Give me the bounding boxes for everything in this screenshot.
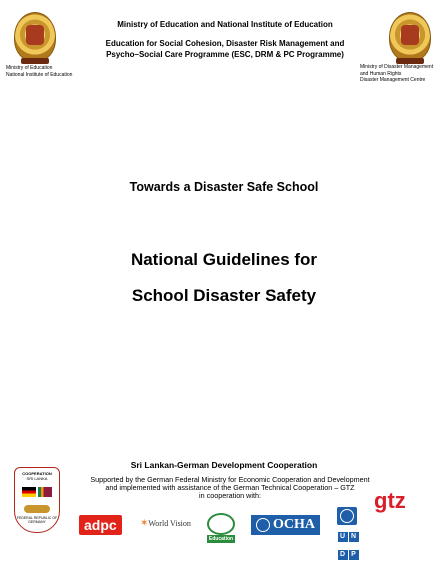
education-ring-icon: [207, 513, 235, 535]
support-line-2: and implemented with assistance of the German Technical Cooperation – GTZ: [105, 483, 355, 492]
undp-letter-p: P: [349, 550, 359, 560]
world-vision-label: World Vision: [148, 519, 191, 528]
main-title-line-2: School Disaster Safety: [131, 286, 317, 305]
right-caption-line-2: and Human Rights: [360, 70, 402, 77]
sri-lanka-emblem-right-icon: [389, 12, 431, 62]
undp-globe-icon: [337, 507, 357, 525]
header-programme-line-2: Psycho–Social Care Programme (ESC, DRM & PC Programme): [106, 50, 344, 59]
ocha-label: OCHA: [273, 517, 315, 532]
undp-letter-d: D: [338, 550, 348, 560]
badge-sub-text: SRI LANKA: [26, 476, 48, 481]
cooperation-badge: [14, 467, 60, 533]
education-logo: [207, 513, 235, 542]
adpc-logo: adpc: [79, 515, 122, 535]
un-globe-icon: [256, 518, 270, 532]
cooperation-heading: Sri Lankan-German Development Cooperation: [130, 460, 318, 470]
sri-lanka-emblem-left-icon: [14, 12, 56, 62]
left-caption: [6, 65, 106, 78]
undp-letter-n: N: [349, 532, 359, 542]
undp-logo: [337, 507, 359, 561]
world-vision-logo: [140, 518, 191, 529]
main-title-line-1: National Guidelines for: [130, 250, 318, 269]
right-caption-line-1: Ministry of Disaster Management: [360, 64, 434, 70]
header-ministry-line: Ministry of Education and National Institute of Education: [117, 20, 333, 29]
badge-flags: [15, 487, 59, 497]
right-caption: [360, 64, 446, 84]
german-flag-icon: [22, 487, 36, 497]
handshake-icon: [24, 505, 50, 513]
education-label: Education: [208, 536, 234, 542]
header-programme-line-1: Education for Social Cohesion, Disaster Risk Management and: [105, 39, 345, 48]
support-line-3: in cooperation with:: [199, 491, 261, 500]
ocha-logo: [251, 515, 320, 535]
sri-lanka-flag-icon: [38, 487, 52, 497]
badge-top-text: COOPERATION: [22, 471, 52, 476]
support-line-1: Supported by the German Federal Ministry for Economic Cooperation and Development: [90, 475, 370, 484]
left-caption-line-1: Ministry of Education: [6, 65, 53, 71]
undp-letter-u: U: [338, 532, 348, 542]
badge-bottom-text: FEDERAL REPUBLIC OF GERMANY: [16, 516, 58, 524]
world-vision-star-icon: ✶: [140, 518, 149, 529]
support-text: [70, 476, 390, 500]
tagline: Towards a Disaster Safe School: [129, 180, 319, 194]
left-caption-line-2: National Institute of Education: [6, 71, 73, 78]
gtz-logo: gtz: [374, 488, 406, 513]
right-caption-line-3: Disaster Management Centre: [360, 77, 426, 83]
